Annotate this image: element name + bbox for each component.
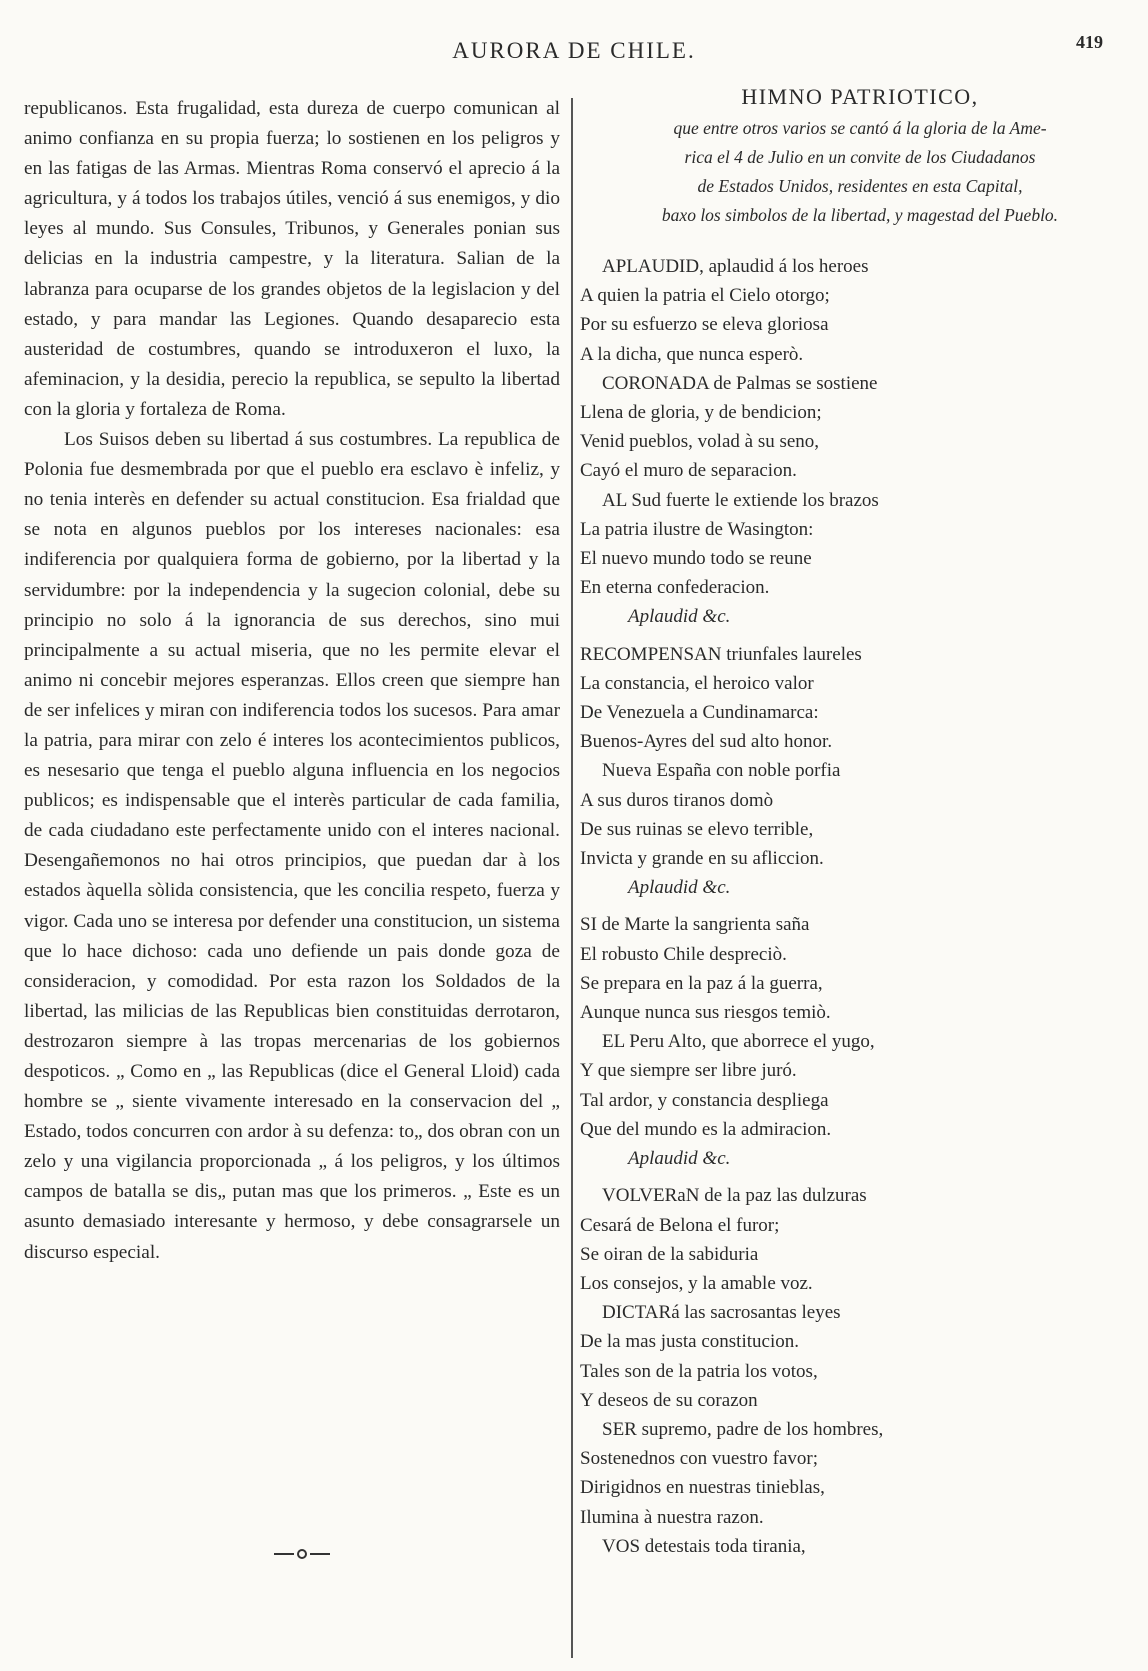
refrain-line: Aplaudid &c. bbox=[628, 606, 731, 628]
verse-line: Tal ardor, y constancia despliega bbox=[580, 1089, 829, 1111]
verse-line: La patria ilustre de Wasington: bbox=[580, 518, 814, 540]
hymn-subtitle-line: baxo los simbolos de la libertad, y magestad del Pueblo. bbox=[661, 205, 1059, 225]
verse-line: Tales son de la patria los votos, bbox=[580, 1360, 818, 1382]
hymn-subtitle-line: que entre otros varios se cantó á la gloria de la Ame- bbox=[673, 118, 1047, 138]
verse-line: A quien la patria el Cielo otorgo; bbox=[580, 285, 830, 307]
verse-line: VOLVERaN de la paz las dulzuras bbox=[602, 1185, 867, 1207]
verse-line: Aunque nunca sus riesgos temiò. bbox=[580, 1002, 831, 1024]
verse-line: En eterna confederacion. bbox=[580, 577, 770, 599]
paragraph-suisos: Los Suisos deben su libertad á sus costumbres. La republica de Polonia fue desmembrada por que el pueblo era esclavo è infeliz, y no tenia interès en defender su actual constitucion. Esa frialdad que se nota en algunos pueblos por los intereses nacionales: esa indiferencia por qualquiera forma de gobierno, por la libertad y la servidumbre: por la independencia y la sugecion colonial, debe su principio no solo á la ignorancia de sus derechos, sino mui principalmente a su actual miseria, que no les permite elevar el animo ni concebir mejores esperanzas. Ellos creen que siempre han de ser infelices y miran con indiferencia todos los sucesos. Para amar la patria, para mirar con zelo é interes los acontecimientos publicos, es nesesario que tenga el pueblo alguna influencia en los negocios publicos; es indispensable que el interès particular de cada familia, de cada ciudadano este perfectamente unido con el interes nacional. Desengañemonos no hai otros principios, que puedan dar à los estados àquella sòlida consistencia, que les concilia respeto, fuerza y vigor. Cada uno se interesa por defender una constitucion, un sistema que lo hace dichoso: cada uno defiende un pais donde goza de consideracion, y comodidad. Por esta razon los Soldados de la libertad, las milicias de las Republicas bien constituidas derrotaron, destrozaron siempre à las tropas mercenarias de los gobiernos despoticos. „ Como en „ las Republicas (dice el General Lloid) cada hombre se „ siente vivamente interesado en la conservacion del „ Estado, todos concurren con ardor à su defenza: to„ dos obran con un zelo y una vigilancia proporcionada „ á los peligros, y los últimos campos de batalla se dis„ putan mas que los primeros. „ Este es un asunto demasiado interesante y hermoso, y debe consagrarsele un discurso especial. bbox=[24, 429, 560, 1263]
verse-line: Venid pueblos, volad à su seno, bbox=[580, 431, 820, 453]
verse-line: Cesará de Belona el furor; bbox=[580, 1214, 780, 1236]
left-column bbox=[24, 94, 560, 1268]
hymn-verses bbox=[580, 252, 1140, 1561]
page-number: 419 bbox=[1076, 32, 1103, 52]
verse-line: AL Sud fuerte le extiende los brazos bbox=[602, 489, 879, 511]
verse-line: Buenos-Ayres del sud alto honor. bbox=[580, 731, 833, 753]
verse-line: SER supremo, padre de los hombres, bbox=[602, 1418, 884, 1440]
refrain-line: Aplaudid &c. bbox=[628, 1148, 731, 1170]
verse-line: De sus ruinas se elevo terrible, bbox=[580, 818, 814, 840]
paragraph-frugality: republicanos. Esta frugalidad, esta dureza de cuerpo comunican al animo confianza en su propia fuerza; lo sostienen en los peligros y en las fatigas de las Armas. Mientras Roma conservó el aprecio á la agricultura, y á todos los trabajos útiles, venció á sus enemigos, y dio leyes al mundo. Sus Consules, Tribunos, y Generales ponian sus delicias en la industria campestre, y la literatura. Salian de la labranza para ocuparse de los grandes objetos de la legislacion y del estado, y para mandar las Legiones. Quando desaparecio esta austeridad de costumbres, quando se introduxeron el luxo, la afeminacion, y la desidia, perecio la republica, se sepulto la libertad con la gloria y fortaleza de Roma. bbox=[24, 98, 560, 420]
hymn-stanza bbox=[580, 640, 1140, 903]
verse-line: Que del mundo es la admiracion. bbox=[580, 1118, 832, 1140]
verse-line: Nueva España con noble porfia bbox=[602, 760, 841, 782]
hymn-subtitle-line: rica el 4 de Julio en un convite de los Ciudadanos bbox=[684, 147, 1036, 167]
right-column bbox=[580, 84, 1140, 1569]
section-ornament bbox=[272, 1547, 332, 1561]
verse-line: El nuevo mundo todo se reune bbox=[580, 548, 812, 570]
verse-line: Se oiran de la sabiduria bbox=[580, 1243, 759, 1265]
verse-line: Invicta y grande en su afliccion. bbox=[580, 848, 824, 870]
column-divider bbox=[571, 98, 573, 1658]
hymn-stanza bbox=[580, 1181, 1140, 1561]
verse-line: EL Peru Alto, que aborrece el yugo, bbox=[602, 1031, 875, 1053]
verse-line: El robusto Chile despreciò. bbox=[580, 943, 787, 965]
verse-line: Sostenednos con vuestro favor; bbox=[580, 1448, 818, 1470]
verse-line: De Venezuela a Cundinamarca: bbox=[580, 702, 819, 724]
verse-line: Llena de gloria, y de bendicion; bbox=[580, 402, 822, 424]
verse-line: Se prepara en la paz á la guerra, bbox=[580, 972, 823, 994]
verse-line: Por su esfuerzo se eleva gloriosa bbox=[580, 314, 829, 336]
verse-line: DICTARá las sacrosantas leyes bbox=[602, 1302, 841, 1324]
verse-line: Y que siempre ser libre juró. bbox=[580, 1060, 797, 1082]
verse-line: A sus duros tiranos domò bbox=[580, 789, 774, 811]
verse-line: Dirigidnos en nuestras tinieblas, bbox=[580, 1477, 825, 1499]
verse-line: SI de Marte la sangrienta saña bbox=[580, 914, 810, 936]
hymn-title: HIMNO PATRIOTICO, bbox=[741, 84, 979, 109]
verse-line: A la dicha, que nunca esperò. bbox=[580, 343, 804, 365]
newspaper-title: AURORA DE CHILE. bbox=[452, 38, 696, 63]
verse-line: Los consejos, y la amable voz. bbox=[580, 1272, 813, 1294]
verse-line: La constancia, el heroico valor bbox=[580, 672, 814, 694]
verse-line: APLAUDID, aplaudid á los heroes bbox=[602, 256, 869, 277]
verse-line: De la mas justa constitucion. bbox=[580, 1331, 799, 1353]
refrain-line: Aplaudid &c. bbox=[628, 877, 731, 899]
verse-line: RECOMPENSAN triunfales laureles bbox=[580, 643, 862, 665]
verse-line: Y deseos de su corazon bbox=[580, 1389, 758, 1411]
verse-line: Cayó el muro de separacion. bbox=[580, 460, 797, 482]
hymn-subtitle bbox=[580, 114, 1140, 230]
hymn-stanza bbox=[580, 910, 1140, 1173]
verse-line: VOS detestais toda tirania, bbox=[602, 1535, 806, 1557]
verse-line: CORONADA de Palmas se sostiene bbox=[602, 372, 878, 394]
hymn-stanza bbox=[580, 252, 1140, 632]
verse-line: Ilumina à nuestra razon. bbox=[580, 1506, 764, 1528]
hymn-subtitle-line: de Estados Unidos, residentes en esta Capital, bbox=[697, 176, 1023, 196]
